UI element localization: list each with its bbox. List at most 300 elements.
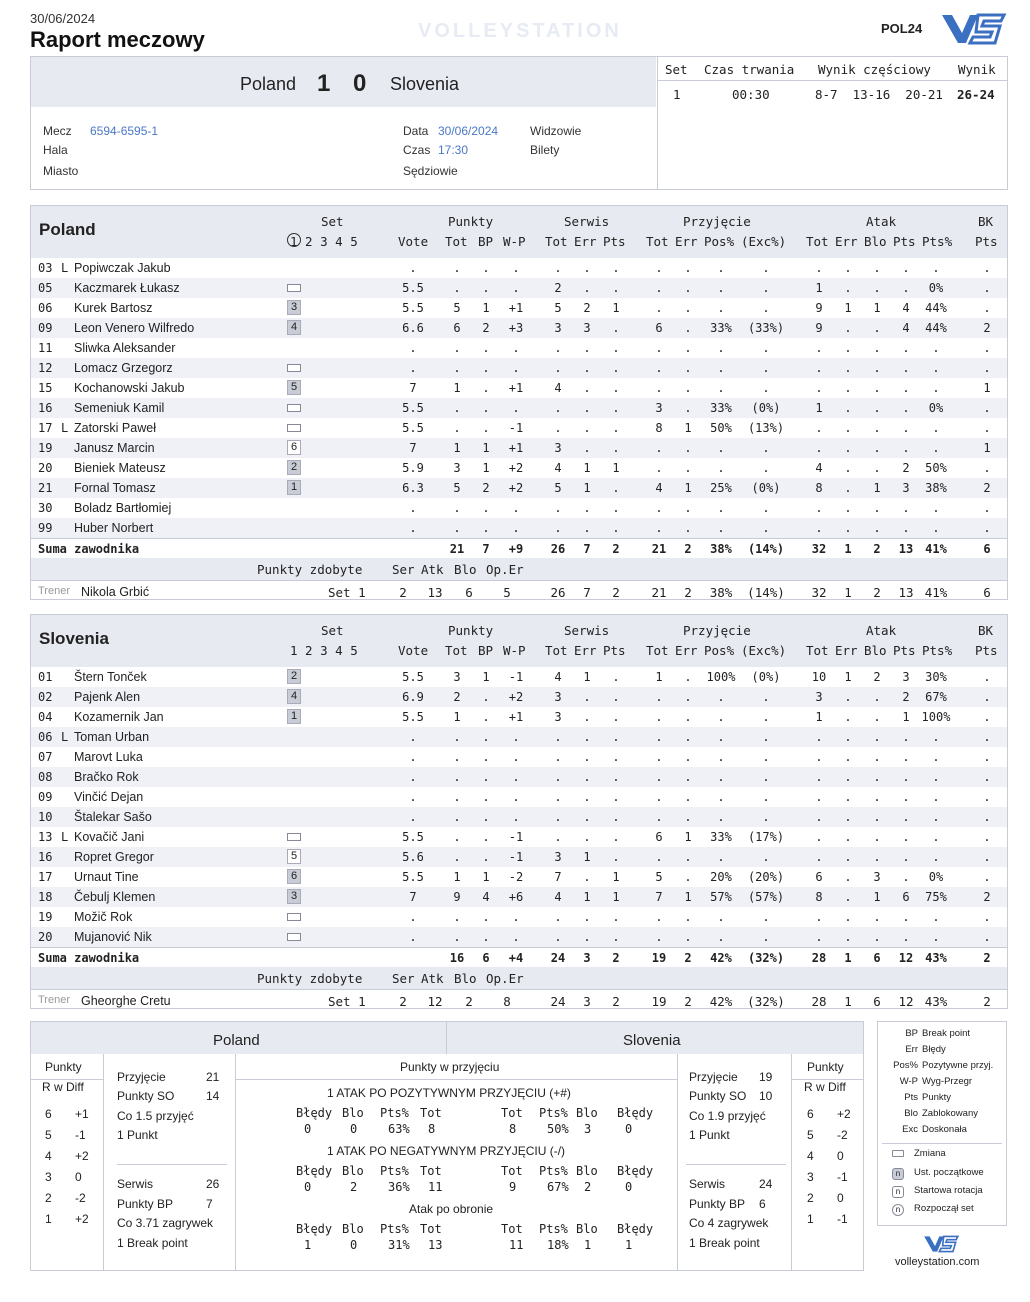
poland-cell-tot: . [453, 341, 461, 355]
poland-cell-serr: 1 [583, 481, 591, 495]
slovenia-cell-ablo: . [873, 910, 881, 924]
poland-cell-wp: +1 [508, 381, 524, 395]
slovenia-cell-bp: . [482, 930, 490, 944]
center-title: Punkty w przyjęciu [400, 1060, 500, 1074]
poland-cell-rpos: 50% [710, 421, 732, 435]
match-time: 17:30 [438, 143, 469, 157]
poland-cell-apts: . [902, 361, 910, 375]
poland-cell-rtot: . [655, 381, 663, 395]
poland-cell-rexc: . [762, 361, 770, 375]
col-subhead-exc: (Exc%) [741, 234, 787, 249]
slovenia-cell-vote: 6.9 [402, 690, 424, 704]
player-number: 21 [38, 481, 53, 495]
poland-coach-set: Set 1 [328, 585, 366, 600]
slovenia-cell-wp: -2 [508, 870, 524, 884]
slovenia-cell-spts: . [612, 670, 620, 684]
slovenia-cell-rpos: . [717, 790, 725, 804]
slovenia-cell-bp: . [482, 850, 490, 864]
poland-cell-stot: . [554, 521, 562, 535]
poland-cell-wp: . [512, 261, 520, 275]
col-subhead-err: Err [574, 234, 597, 249]
poland-cell-vote: 5.5 [402, 281, 424, 295]
slovenia-cell-bp: 1 [482, 870, 490, 884]
poland-cell-rerr: . [684, 401, 692, 415]
poland-cell-rexc: . [762, 261, 770, 275]
poland-cell-bp: . [482, 381, 490, 395]
col-subhead-wp: W-P [503, 643, 526, 658]
slovenia-cell-rerr: . [684, 770, 692, 784]
poland-cell-vote: 5.5 [402, 301, 424, 315]
slovenia-cell-spts: . [612, 730, 620, 744]
slovenia-sum-spts: 2 [612, 951, 620, 965]
match-date: 30/06/2024 [438, 124, 499, 138]
poland-cell-serr: 2 [583, 301, 591, 315]
slovenia-cell-rexc: . [762, 730, 770, 744]
stat-value: 14 [206, 1089, 220, 1103]
poland-cell-tot: 5 [453, 481, 461, 495]
rotation-diff: +2 [75, 1212, 89, 1226]
poland-cell-tot: 1 [453, 381, 461, 395]
poland-cell-tot: . [453, 361, 461, 375]
player-number: 10 [38, 810, 53, 824]
stat-value: 21 [206, 1070, 220, 1084]
poland-cell-aptsp: 44% [925, 301, 947, 315]
poland-cell-bp: . [482, 281, 490, 295]
slovenia-cell-bp: 1 [482, 670, 490, 684]
slovenia-cell-aptsp: . [932, 930, 940, 944]
poland-coach-val: 21 [651, 585, 667, 600]
poland-pz-label: Punkty zdobyte [257, 562, 363, 577]
poland-cell-bk: . [983, 501, 991, 515]
col-subhead-tot: Tot [646, 234, 669, 249]
col-subhead-tot: Tot [545, 643, 568, 658]
slovenia-pz-head: Ser [392, 971, 415, 986]
slovenia-coach-val: (32%) [747, 994, 785, 1009]
col-subhead-tot: Tot [806, 234, 829, 249]
poland-cell-rerr: . [684, 341, 692, 355]
poland-cell-rtot: . [655, 461, 663, 475]
stat-val: 0 [625, 1122, 633, 1136]
slovenia-cell-stot: . [554, 750, 562, 764]
slovenia-cell-aptsp: 100% [921, 710, 951, 724]
slovenia-cell-atot: . [815, 830, 823, 844]
slovenia-cell-tot: . [453, 790, 461, 804]
player-name: Boladz Bartłomiej [74, 501, 172, 515]
slovenia-cell-stot: 7 [554, 870, 562, 884]
slovenia-cell-aptsp: 75% [925, 890, 947, 904]
poland-cell-bk: . [983, 421, 991, 435]
player-number: 99 [38, 521, 53, 535]
poland-cell-atot: . [815, 381, 823, 395]
stat-val: 31% [388, 1238, 410, 1252]
slovenia-cell-atot: 6 [815, 870, 823, 884]
slovenia-cell-rtot: . [655, 810, 663, 824]
player-name: Fornal Tomasz [74, 481, 156, 495]
stat-value: 19 [759, 1070, 773, 1084]
slovenia-cell-aptsp: . [932, 750, 940, 764]
poland-cell-rtot: . [655, 261, 663, 275]
poland-cell-bk: . [983, 301, 991, 315]
section-positive: 1 ATAK PO POZYTYWNYM PRZYJĘCIU (+#) [327, 1086, 571, 1100]
player-name: Toman Urban [74, 730, 150, 744]
stat-label: Serwis [117, 1177, 154, 1191]
legend-desc: Punkty [922, 1092, 952, 1103]
match-id-link[interactable]: 6594-6595-1 [90, 124, 159, 138]
poland-player-row [31, 378, 1007, 398]
slovenia-cell-bp: . [482, 790, 490, 804]
slovenia-cell-serr: . [583, 810, 591, 824]
poland-player-row [31, 258, 1007, 278]
libero-mark: L [61, 730, 69, 744]
slovenia-cell-aerr: . [844, 870, 852, 884]
poland-player-row [31, 318, 1007, 338]
slovenia-cell-apts: . [902, 770, 910, 784]
stat-label: Co 1.9 przyjęć [689, 1109, 766, 1123]
poland-cell-rexc: . [762, 521, 770, 535]
poland-cell-bp: . [482, 421, 490, 435]
competition-code: POL24 [881, 21, 923, 36]
poland-cell-vote: 7 [409, 441, 417, 455]
poland-cell-aptsp: 44% [925, 321, 947, 335]
stat-head: Błędy [296, 1106, 333, 1120]
slovenia-cell-tot: . [453, 910, 461, 924]
slovenia-cell-rtot: . [655, 770, 663, 784]
substitution-icon [287, 424, 301, 432]
stat-val: 2 [584, 1180, 592, 1194]
poland-cell-apts: 4 [902, 301, 910, 315]
score-band [31, 57, 656, 107]
poland-player-row [31, 478, 1007, 498]
poland-player-row [31, 438, 1007, 458]
set-final-score: 26-24 [957, 87, 995, 102]
poland-cell-bp: . [482, 361, 490, 375]
player-number: 09 [38, 321, 53, 335]
slovenia-cell-serr: . [583, 730, 591, 744]
poland-sum-spts: 2 [612, 542, 620, 556]
player-number: 12 [38, 361, 53, 375]
slovenia-cell-stot: 4 [554, 670, 562, 684]
slovenia-cell-ablo: . [873, 690, 881, 704]
slovenia-cell-ablo: . [873, 850, 881, 864]
slovenia-cell-rpos: . [717, 850, 725, 864]
slovenia-cell-bk: . [983, 930, 991, 944]
slovenia-cell-serr: . [583, 710, 591, 724]
punkty-label: Punkty [807, 1060, 844, 1074]
slovenia-cell-vote: 5.6 [402, 850, 424, 864]
slovenia-cell-ablo: . [873, 710, 881, 724]
col-subhead-err: Err [675, 234, 698, 249]
slovenia-cell-aptsp: . [932, 850, 940, 864]
poland-cell-rpos: 25% [710, 481, 732, 495]
poland-cell-serr: . [583, 441, 591, 455]
slovenia-sum-atot: 28 [811, 951, 827, 965]
col-subhead-tot: Tot [646, 643, 669, 658]
label-czas: Czas [403, 143, 431, 157]
poland-cell-rtot: 4 [655, 481, 663, 495]
col-subhead-tot: Tot [445, 234, 468, 249]
legend-key: W-P [899, 1076, 918, 1087]
stat-head: Pts% [539, 1164, 568, 1178]
poland-cell-serr: . [583, 261, 591, 275]
col-head-punkty: Punkty [448, 214, 494, 229]
col-subhead-bp: BP [478, 234, 494, 249]
starting-position-icon: 2 [287, 669, 301, 684]
slovenia-cell-spts: . [612, 910, 620, 924]
poland-cell-aerr: . [844, 501, 852, 515]
slovenia-cell-ablo: . [873, 750, 881, 764]
starting-position-icon: n [892, 1168, 904, 1180]
slovenia-cell-atot: 1 [815, 710, 823, 724]
poland-sum-ablo: 2 [873, 542, 881, 556]
legend-key: BP [905, 1028, 918, 1039]
poland-cell-bk: 1 [983, 441, 991, 455]
poland-cell-bk: 2 [983, 481, 991, 495]
poland-cell-rerr: . [684, 441, 692, 455]
poland-sum-atot: 32 [811, 542, 827, 556]
slovenia-cell-rexc: (0%) [751, 670, 781, 684]
poland-cell-rexc: . [762, 441, 770, 455]
poland-cell-tot: . [453, 521, 461, 535]
slovenia-cell-rexc: . [762, 710, 770, 724]
poland-cell-stot: 2 [554, 281, 562, 295]
stat-label: Punkty SO [689, 1089, 747, 1103]
report-title: Raport meczowy [30, 27, 205, 52]
poland-cell-ablo: . [873, 501, 881, 515]
slovenia-table-team-name: Slovenia [39, 629, 109, 648]
slovenia-cell-spts: . [612, 790, 620, 804]
poland-cell-rpos: . [717, 281, 725, 295]
player-number: 16 [38, 850, 53, 864]
player-name: Kovačič Jani [74, 830, 145, 844]
slovenia-cell-spts: . [612, 750, 620, 764]
poland-cell-atot: 9 [815, 301, 823, 315]
stat-label: Przyjęcie [117, 1070, 166, 1084]
poland-coach-val: 41% [924, 585, 948, 600]
slovenia-points-scored-header [31, 967, 1007, 989]
col-subhead-blo: Blo [864, 643, 887, 658]
poland-cell-atot: 8 [815, 481, 823, 495]
poland-cell-apts: . [902, 401, 910, 415]
col-subhead-pts: Pts [975, 643, 998, 658]
slovenia-cell-apts: 3 [902, 670, 910, 684]
poland-cell-apts: 4 [902, 321, 910, 335]
slovenia-cell-rpos: 20% [710, 870, 732, 884]
poland-cell-aerr: . [844, 361, 852, 375]
rotation-number: 1 [45, 1212, 52, 1226]
slovenia-cell-bk: . [983, 710, 991, 724]
slovenia-player-row [31, 887, 1007, 907]
poland-sum-stot: 26 [550, 542, 566, 556]
col-head-punkty: Punkty [448, 623, 494, 638]
legend-key: Blo [904, 1108, 918, 1119]
col-subhead-tot: Tot [445, 643, 468, 658]
legend-desc: Wyg-Przegr [922, 1076, 973, 1087]
slovenia-player-row [31, 787, 1007, 807]
slovenia-cell-rexc: . [762, 750, 770, 764]
label-widzowie: Widzowie [530, 124, 582, 138]
poland-cell-apts: . [902, 341, 910, 355]
slovenia-cell-wp: . [512, 730, 520, 744]
slovenia-coach-name: Gheorghe Cretu [81, 994, 171, 1008]
slovenia-cell-stot: 3 [554, 690, 562, 704]
player-name: Možič Rok [74, 910, 133, 924]
poland-coach-val: 6 [983, 585, 991, 600]
poland-cell-spts: 1 [612, 461, 620, 475]
poland-cell-spts: . [612, 521, 620, 535]
poland-points-scored-header [31, 558, 1007, 580]
rotation-diff: -2 [75, 1191, 86, 1205]
poland-cell-tot: 1 [453, 441, 461, 455]
poland-cell-wp: . [512, 401, 520, 415]
col-subhead-tot: Tot [545, 234, 568, 249]
poland-coach-val: (14%) [747, 585, 785, 600]
slovenia-cell-bp: . [482, 810, 490, 824]
poland-cell-aptsp: . [932, 381, 940, 395]
slovenia-cell-rpos: . [717, 690, 725, 704]
slovenia-cell-aerr: . [844, 890, 852, 904]
slovenia-pz-head: Blo [454, 971, 477, 986]
poland-cell-aptsp: . [932, 421, 940, 435]
player-name: Zatorski Paweł [74, 421, 156, 435]
volleystation-logo-icon [938, 9, 1008, 49]
poland-coach-val: 7 [583, 585, 591, 600]
player-number: 30 [38, 501, 53, 515]
poland-cell-bp: 1 [482, 301, 490, 315]
legend-start: Startowa rotacja [914, 1185, 983, 1196]
slovenia-cell-wp: . [512, 930, 520, 944]
poland-cell-atot: . [815, 341, 823, 355]
slovenia-cell-atot: 3 [815, 690, 823, 704]
poland-cell-rtot: 6 [655, 321, 663, 335]
rotation-number: 5 [45, 1128, 52, 1142]
slovenia-cell-wp: -1 [508, 850, 524, 864]
slovenia-cell-stot: . [554, 830, 562, 844]
slovenia-cell-apts: 6 [902, 890, 910, 904]
poland-cell-bk: 2 [983, 321, 991, 335]
slovenia-cell-aerr: . [844, 790, 852, 804]
poland-cell-rtot: . [655, 361, 663, 375]
poland-cell-aptsp: 50% [925, 461, 947, 475]
legend-zmiana: Zmiana [914, 1148, 946, 1159]
slovenia-cell-rtot: . [655, 750, 663, 764]
poland-cell-apts: . [902, 501, 910, 515]
slovenia-coach-val: 2 [399, 994, 407, 1009]
slovenia-cell-rexc: . [762, 810, 770, 824]
poland-cell-atot: . [815, 441, 823, 455]
poland-cell-rerr: . [684, 381, 692, 395]
stat-label: Punkty SO [117, 1089, 175, 1103]
slovenia-cell-ablo: 1 [873, 890, 881, 904]
player-name: Štalekar Sašo [74, 810, 152, 824]
slovenia-cell-vote: . [409, 730, 417, 744]
poland-cell-tot: . [453, 281, 461, 295]
slovenia-cell-serr: . [583, 830, 591, 844]
slovenia-cell-ablo: . [873, 770, 881, 784]
slovenia-coach-val: 2 [684, 994, 692, 1009]
slovenia-cell-rexc: . [762, 790, 770, 804]
poland-cell-wp: -1 [508, 421, 524, 435]
player-number: 15 [38, 381, 53, 395]
poland-cell-serr: . [583, 361, 591, 375]
poland-player-table [30, 205, 1008, 600]
rw-diff-label: R w Diff [804, 1080, 846, 1094]
slovenia-cell-bk: . [983, 830, 991, 844]
slovenia-cell-wp: . [512, 770, 520, 784]
player-name: Pajenk Alen [74, 690, 141, 704]
poland-cell-bk: . [983, 401, 991, 415]
slovenia-cell-ablo: . [873, 810, 881, 824]
poland-cell-ablo: . [873, 441, 881, 455]
poland-cell-aptsp: 38% [925, 481, 947, 495]
slovenia-cell-rerr: . [684, 850, 692, 864]
stat-head: Blo [342, 1164, 364, 1178]
rotation-diff: -1 [837, 1170, 848, 1184]
player-number: 20 [38, 930, 53, 944]
poland-cell-tot: 6 [453, 321, 461, 335]
stat-head: Błędy [617, 1222, 654, 1236]
slovenia-cell-rpos: . [717, 710, 725, 724]
rotation-number: 2 [807, 1191, 814, 1205]
stat-val: 8 [428, 1122, 436, 1136]
poland-cell-serr: . [583, 401, 591, 415]
poland-cell-stot: . [554, 401, 562, 415]
poland-cell-serr: 1 [583, 461, 591, 475]
slovenia-cell-tot: 2 [453, 690, 461, 704]
slovenia-cell-spts: . [612, 690, 620, 704]
slovenia-cell-bp: . [482, 830, 490, 844]
slovenia-cell-atot: . [815, 730, 823, 744]
player-name: Kozamernik Jan [74, 710, 164, 724]
slovenia-cell-aptsp: 0% [928, 870, 944, 884]
poland-sum-tot: 21 [449, 542, 465, 556]
poland-cell-bk: . [983, 281, 991, 295]
poland-cell-stot: . [554, 421, 562, 435]
slovenia-cell-rpos: . [717, 730, 725, 744]
col-subhead-err: Err [675, 643, 698, 658]
slovenia-coach-val: 2 [983, 994, 991, 1009]
stat-val: 0 [350, 1238, 358, 1252]
libero-mark: L [61, 421, 69, 435]
slovenia-coach-val: 8 [503, 994, 511, 1009]
slovenia-cell-apts: . [902, 750, 910, 764]
slovenia-cell-rpos: . [717, 910, 725, 924]
slovenia-cell-serr: . [583, 910, 591, 924]
set-partial-scores: 8-7 13-16 20-21 [815, 87, 943, 102]
slovenia-coach-val: 19 [651, 994, 667, 1009]
stat-label: Co 1.5 przyjęć [117, 1109, 194, 1123]
stat-val: 50% [547, 1122, 569, 1136]
poland-cell-bk: . [983, 341, 991, 355]
col-head-atak: Atak [866, 623, 897, 638]
slovenia-cell-stot: . [554, 930, 562, 944]
starting-position-icon: 5 [287, 380, 301, 395]
slovenia-cell-atot: 8 [815, 890, 823, 904]
poland-sum-serr: 7 [583, 542, 591, 556]
player-name: Bračko Rok [74, 770, 139, 784]
slovenia-cell-rexc: (17%) [747, 830, 785, 844]
poland-player-row [31, 518, 1007, 538]
poland-cell-ablo: . [873, 381, 881, 395]
poland-cell-aptsp: . [932, 501, 940, 515]
player-number: 07 [38, 750, 53, 764]
slovenia-cell-aerr: . [844, 850, 852, 864]
slovenia-cell-bp: . [482, 770, 490, 784]
poland-sum-bk: 6 [983, 542, 991, 556]
set-table-head-czas: Czas trwania [704, 62, 795, 77]
poland-cell-rpos: . [717, 441, 725, 455]
poland-cell-stot: . [554, 341, 562, 355]
slovenia-cell-serr: 1 [583, 890, 591, 904]
